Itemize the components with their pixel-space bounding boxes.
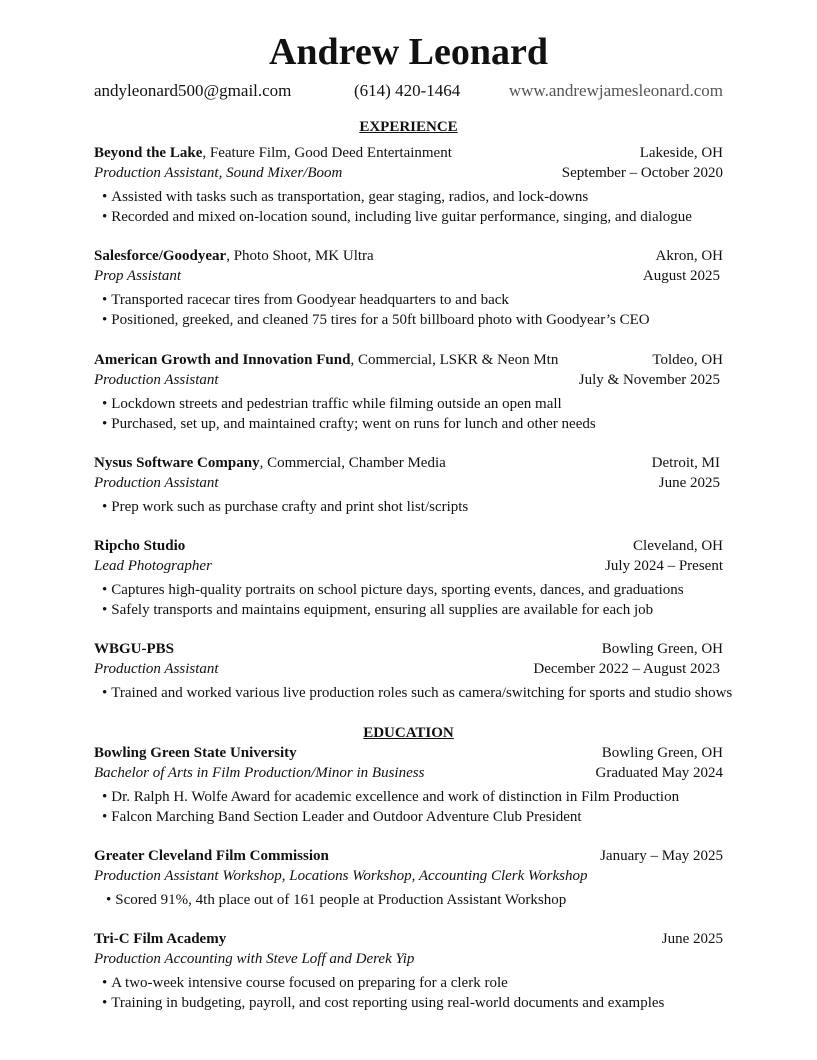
job-dates: June 2025 bbox=[658, 475, 720, 491]
job-location: Bowling Green, OH bbox=[601, 641, 723, 657]
job-location: Toldeo, OH bbox=[652, 352, 723, 368]
job-location: Lakeside, OH bbox=[639, 145, 723, 161]
job-dates: December 2022 – August 2023 bbox=[533, 661, 720, 677]
job-role: Production Assistant bbox=[94, 475, 219, 491]
experience-heading: EXPERIENCE bbox=[359, 119, 458, 135]
employer-name: Beyond the Lake bbox=[94, 145, 203, 161]
experience-entry bbox=[94, 639, 733, 704]
education-heading: EDUCATION bbox=[363, 725, 454, 741]
employer-name: Ripcho Studio bbox=[94, 538, 186, 554]
education-dates: January – May 2025 bbox=[600, 848, 723, 864]
bullet-point: • Assisted with tasks such as transportation, gear staging, radios, and lock-downs bbox=[94, 188, 723, 208]
experience-entry bbox=[94, 246, 723, 330]
website-link[interactable]: www.andrewjamesleonard.com bbox=[508, 81, 723, 100]
bullet-point: • Prep work such as purchase crafty and print shot list/scripts bbox=[94, 498, 723, 518]
job-dates: July & November 2025 bbox=[578, 372, 720, 388]
bullet-point: • Trained and worked various live production roles such as camera/switching for sports and studio shows bbox=[94, 684, 723, 704]
phone-number: (614) 420-1464 bbox=[354, 81, 461, 100]
candidate-name: Andrew Leonard bbox=[268, 31, 549, 73]
employer-name: Nysus Software Company bbox=[94, 455, 260, 471]
program-name: Production Assistant Workshop, Locations Workshop, Accounting Clerk Workshop bbox=[94, 868, 588, 884]
bullet-point: • Scored 91%, 4th place out of 161 people at Production Assistant Workshop bbox=[94, 891, 723, 911]
bullet-point: • Training in budgeting, payroll, and cost reporting using real-world documents and examples bbox=[94, 994, 723, 1014]
education-entry bbox=[94, 743, 723, 827]
bullet-point: • Lockdown streets and pedestrian traffic while filming outside an open mall bbox=[94, 395, 723, 415]
bullet-point: • Captures high-quality portraits on school picture days, sporting events, dances, and graduations bbox=[94, 581, 723, 601]
employer-name: Salesforce/Goodyear bbox=[94, 248, 227, 264]
job-role: Production Assistant bbox=[94, 661, 219, 677]
job-location: Cleveland, OH bbox=[633, 538, 723, 554]
bullet-point: • Purchased, set up, and maintained crafty; went on runs for lunch and other needs bbox=[94, 415, 723, 435]
experience-entry bbox=[94, 536, 723, 620]
employer-name: WBGU-PBS bbox=[94, 641, 175, 657]
job-role: Production Assistant bbox=[94, 372, 219, 388]
bullet-point: • Transported racecar tires from Goodyear headquarters to and back bbox=[94, 291, 723, 311]
job-dates: September – October 2020 bbox=[561, 165, 723, 181]
education-dates: Graduated May 2024 bbox=[595, 765, 723, 781]
education-dates: June 2025 bbox=[661, 931, 723, 947]
project-details: , Commercial, LSKR & Neon Mtn bbox=[350, 352, 559, 368]
job-role: Prop Assistant bbox=[94, 268, 182, 284]
employer-name: American Growth and Innovation Fund bbox=[94, 352, 351, 368]
school-name: Greater Cleveland Film Commission bbox=[94, 848, 329, 864]
job-role: Lead Photographer bbox=[94, 558, 212, 574]
bullet-point: • Positioned, greeked, and cleaned 75 tires for a 50ft billboard photo with Goodyear’s CEO bbox=[94, 311, 723, 331]
bullet-point: • Safely transports and maintains equipment, ensuring all supplies are available for each job bbox=[94, 601, 723, 621]
school-location: Bowling Green, OH bbox=[601, 745, 723, 761]
school-name: Bowling Green State University bbox=[94, 745, 297, 761]
bullet-point: • Recorded and mixed on-location sound, including live guitar performance, singing, and dialogue bbox=[94, 208, 723, 228]
school-name: Tri-C Film Academy bbox=[94, 931, 227, 947]
experience-entry bbox=[94, 453, 723, 518]
bullet-point: • A two-week intensive course focused on preparing for a clerk role bbox=[94, 974, 723, 994]
bullet-point: • Dr. Ralph H. Wolfe Award for academic excellence and work of distinction in Film Production bbox=[94, 788, 723, 808]
bullet-point: • Falcon Marching Band Section Leader and Outdoor Adventure Club President bbox=[94, 808, 723, 828]
job-dates: July 2024 – Present bbox=[605, 558, 723, 574]
job-role: Production Assistant, Sound Mixer/Boom bbox=[94, 165, 343, 181]
experience-entry bbox=[94, 350, 723, 434]
degree: Bachelor of Arts in Film Production/Minor in Business bbox=[94, 765, 425, 781]
job-location: Akron, OH bbox=[655, 248, 723, 264]
email-link[interactable]: andyleonard500@gmail.com bbox=[94, 81, 292, 100]
experience-entry bbox=[94, 143, 723, 227]
education-entry bbox=[94, 846, 723, 911]
job-dates: August 2025 bbox=[642, 268, 720, 284]
education-entry bbox=[94, 929, 723, 1013]
project-details: , Feature Film, Good Deed Entertainment bbox=[202, 145, 452, 161]
program-name: Production Accounting with Steve Loff and Derek Yip bbox=[94, 951, 415, 967]
project-details: , Commercial, Chamber Media bbox=[259, 455, 446, 471]
job-location: Detroit, MI bbox=[651, 455, 720, 471]
project-details: , Photo Shoot, MK Ultra bbox=[226, 248, 374, 264]
